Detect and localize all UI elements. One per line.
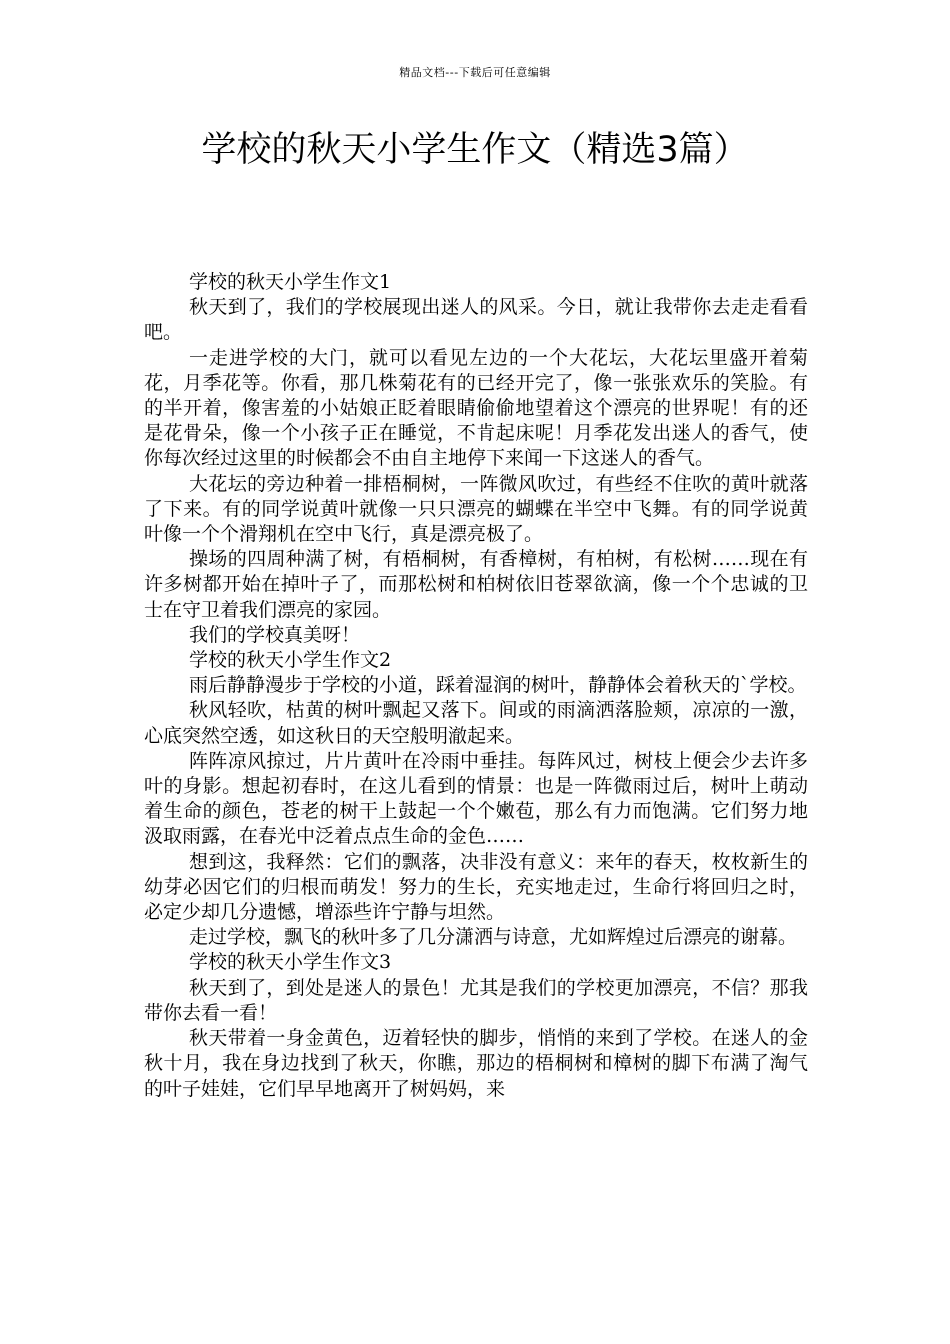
- paragraph: 我们的学校真美呀！: [189, 623, 361, 646]
- document-body: [144, 270, 808, 1102]
- header-note: 精品文档---下载后可任意编辑: [399, 66, 551, 79]
- section-heading-3: 学校的秋天小学生作文3: [189, 951, 392, 974]
- paragraph: 操场的四周种满了树，有梧桐树，有香樟树，有柏树，有松树……现在有许多树都开始在掉叶子了，而那松树和柏树依旧苍翠欲滴，像一个个忠诚的卫士在守卫着我们漂亮的家园。: [144, 548, 808, 621]
- section-heading-1: 学校的秋天小学生作文1: [189, 271, 392, 293]
- paragraph: 秋天带着一身金黄色，迈着轻快的脚步，悄悄的来到了学校。在迷人的金秋十月，我在身边找到了秋天，你瞧，那边的梧桐树和樟树的脚下布满了淘气的叶子娃娃，它们早早地离开了树妈妈，来: [144, 1027, 808, 1100]
- paragraph: 秋风轻吹，枯黄的树叶飘起又落下。间或的雨滴洒落脸颊，凉凉的一激，心底突然空透，如这秋日的天空般明澈起来。: [144, 699, 808, 747]
- paragraph: 想到这，我释然：它们的飘落，决非没有意义：来年的春天，枚枚新生的幼芽必因它们的归根而萌发！努力的生长，充实地走过，生命行将回归之时，必定少却几分遗憾，增添些许宁静与坦然。: [144, 850, 808, 924]
- paragraph: 秋天到了，到处是迷人的景色！尤其是我们的学校更加漂亮，不信？那我带你去看一看！: [144, 976, 808, 1024]
- paragraph: 阵阵凉风掠过，片片黄叶在冷雨中垂挂。每阵风过，树枝上便会少去许多叶的身影。想起初春时，在这儿看到的情景：也是一阵微雨过后，树叶上萌动着生命的颜色，苍老的树干上鼓起一个个嫩苞，那么有力而饱满。它们努力地汲取雨露，在春光中泛着点点生命的金色……: [144, 749, 808, 848]
- paragraph: 雨后静静漫步于学校的小道，踩着湿润的树叶，静静体会着秋天的`学校。: [189, 674, 807, 697]
- section-heading-2: 学校的秋天小学生作文2: [189, 649, 392, 672]
- paragraph: 大花坛的旁边种着一排梧桐树，一阵微风吹过，有些经不住吹的黄叶就落了下来。有的同学说黄叶就像一只只漂亮的蝴蝶在半空中飞舞。有的同学说黄叶像一个个滑翔机在空中飞行，真是漂亮极了。: [144, 472, 808, 546]
- paragraph: 秋天到了，我们的学校展现出迷人的风采。今日，就让我带你去走走看看吧。: [144, 296, 808, 344]
- page-title: 学校的秋天小学生作文（精选3篇）: [201, 130, 749, 170]
- paragraph: 一走进学校的大门，就可以看见左边的一个大花坛，大花坛里盛开着菊花，月季花等。你看，那几株菊花有的已经开完了，像一张张欢乐的笑脸。有的半开着，像害羞的小姑娘正眨着眼睛偷偷地望着这个漂亮的世界呢！有的还是花骨朵，像一个小孩子正在睡觉，不肯起床呢！月季花发出迷人的香气，使你每次经过这里的时候都会不由自主地停下来闻一下这迷人的香气。: [144, 346, 808, 470]
- paragraph: 走过学校，飘飞的秋叶多了几分潇洒与诗意，尤如辉煌过后漂亮的谢幕。: [189, 926, 798, 949]
